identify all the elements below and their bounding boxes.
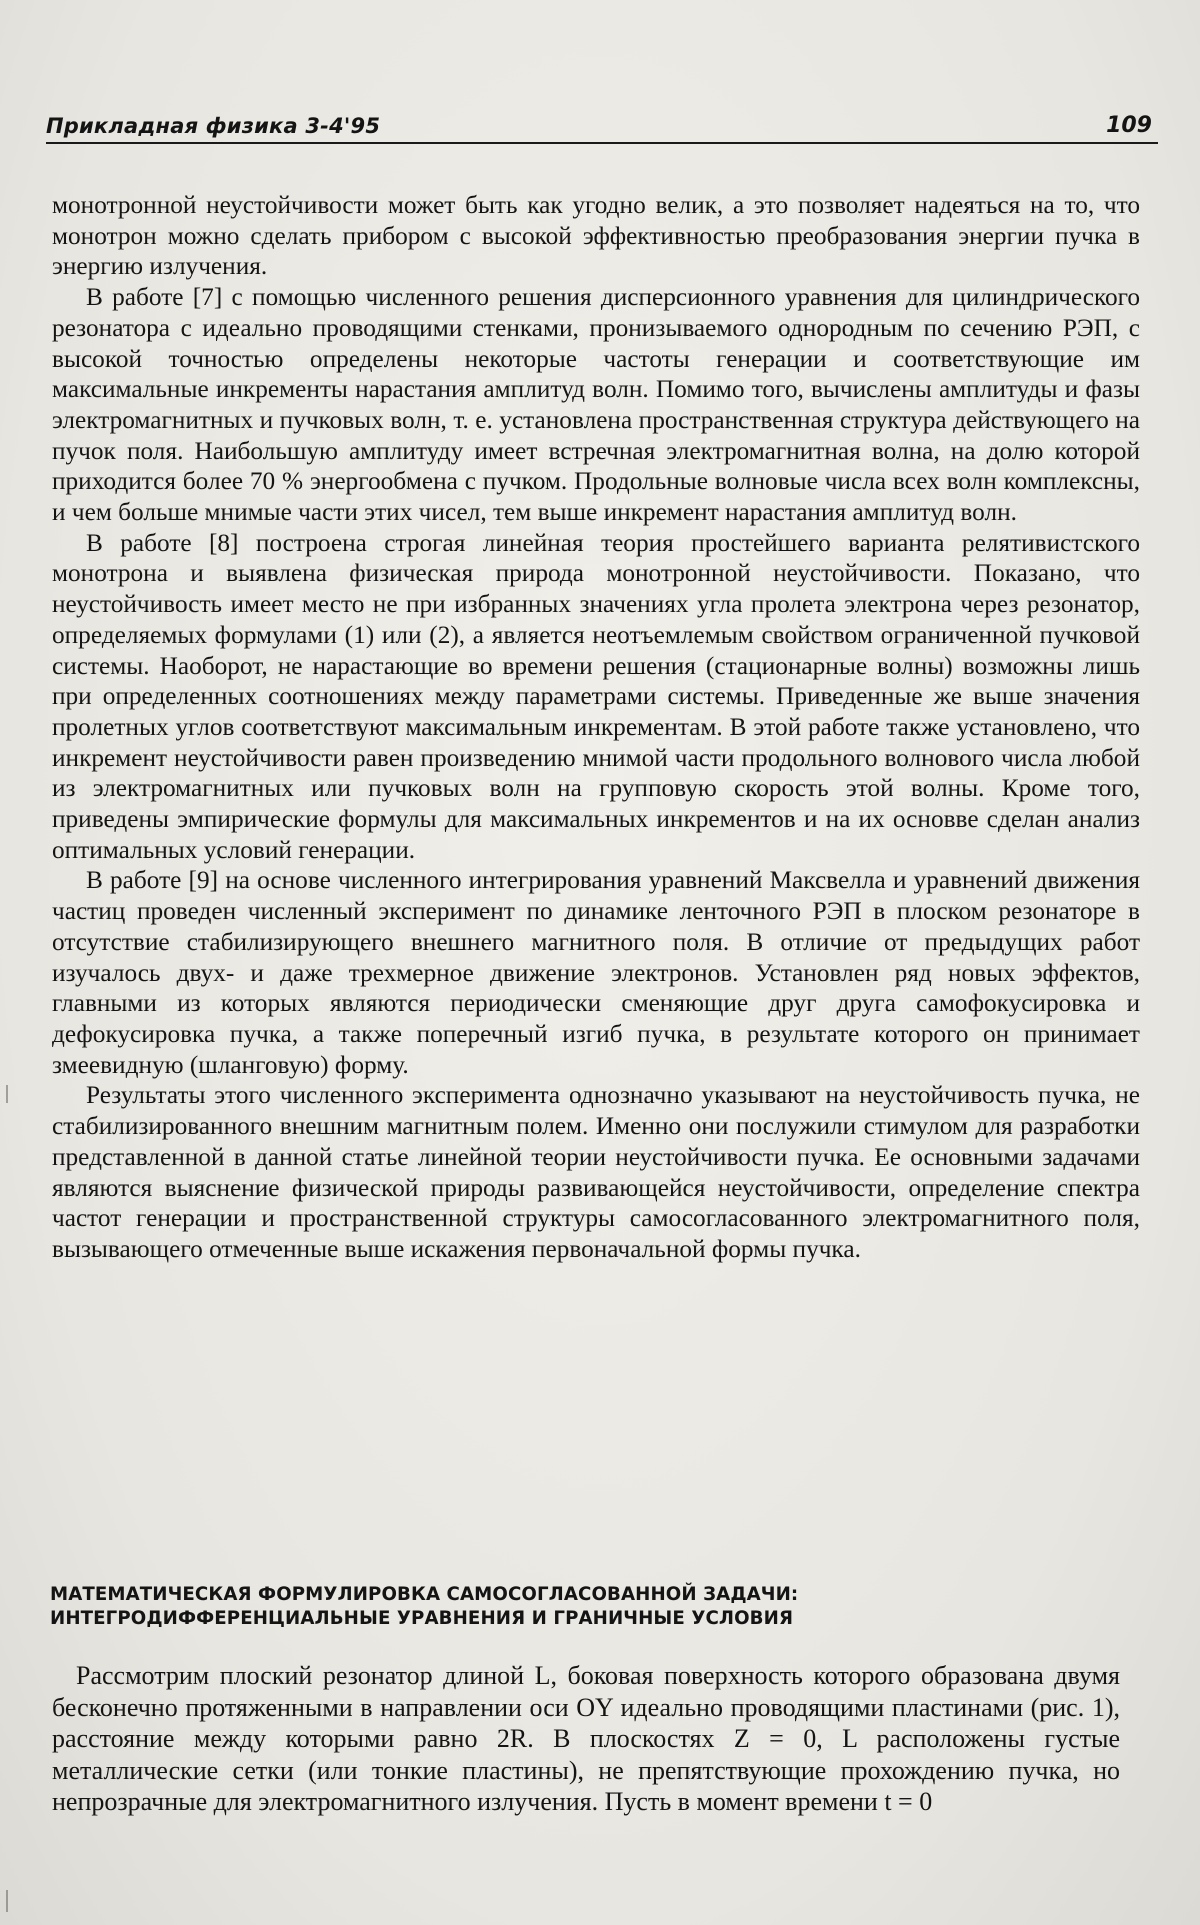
scan-edge-mark	[6, 1085, 8, 1103]
article-body	[52, 190, 1140, 1265]
paragraph-resonator: Рассмотрим плоский резонатор длиной L, боковая поверхность которого образована двумя бесконечно протяженными в направлении оси OY идеально проводящими пластинами (рис. 1), расстояние между которыми равно 2R. В плоскостях Z = 0, L расположены густые металлические сетки (или тонкие пластины), не препятствующие прохождению пучка, но непрозрачные для электромагнитного излучения. Пусть в момент времени t = 0	[52, 1661, 1120, 1816]
section-body	[52, 1660, 1120, 1818]
journal-title: Прикладная физика 3-4'95	[46, 114, 381, 138]
section-heading-line-2: ИНТЕГРОДИФФЕРЕНЦИАЛЬНЫЕ УРАВНЕНИЯ И ГРАНИЧНЫЕ УСЛОВИЯ	[50, 1608, 794, 1629]
running-header	[46, 108, 1158, 144]
paragraph-continuation: монотронной неустойчивости может быть как угодно велик, а это позволяет надеяться на то, что монотрон можно сделать прибором с высокой эффективностью преобразования энергии пучка в энергию излучения.	[52, 191, 1140, 281]
paragraph-ref-7: В работе [7] с помощью численного решения дисперсионного уравнения для цилиндрического резонатора с идеально проводящими стенками, пронизываемого однородным по сечению РЭП, с высокой точностью определены некоторые частоты генерации и соответствующие им максимальные инкременты нарастания амплитуд волн. Помимо того, вычислены амплитуды и фазы электромагнитных и пучковых волн, т. е. установлена пространственная структура действующего на пучок поля. Наибольшую амплитуду имеет встречная электромагнитная волна, на долю которой приходится более 70 % энергообмена с пучком. Продольные волновые числа всех волн комплексны, и чем больше мнимые части этих чисел, тем выше инкремент нарастания амплитуд волн.	[52, 283, 1140, 527]
paragraph-ref-8: В работе [8] построена строгая линейная теория простейшего варианта релятивистского монотрона и выявлена физическая природа монотронной неустойчивости. Показано, что неустойчивость имеет место не при избранных значениях угла пролета электрона через резонатор, определяемых формулами (1) или (2), а является неотъемлемым свойством ограниченной пучковой системы. Наоборот, не нарастающие во времени решения (стационарные волны) возможны лишь при определенных соотношениях между параметрами системы. Приведенные же выше значения пролетных углов соответствуют максимальным инкрементам. В этой работе также установлено, что инкремент неустойчивости равен произведению мнимой части продольного волнового числа любой из электромагнитных или пучковых волн на групповую скорость этой волны. Кроме того, приведены эмпирические формулы для максимальных инкрементов и на их основве сделан анализ оптимальных условий генерации.	[52, 528, 1140, 864]
scan-edge-mark	[6, 1890, 8, 1912]
page-number: 109	[1106, 113, 1152, 138]
paragraph-ref-9: В работе [9] на основе численного интегрирования уравнений Максвелла и уравнений движения частиц проведен численный эксперимент по динамике ленточного РЭП в плоском резонаторе в отсутствие стабилизирующего внешнего магнитного поля. В отличие от предыдущих работ изучалось двух- и даже трехмерное движение электронов. Установлен ряд новых эффектов, главными из которых являются периодически сменяющие друг друга самофокусировка и дефокусировка пучка, а также поперечный изгиб пучка, в результате которого он принимает змеевидную (шланговую) форму.	[52, 866, 1140, 1079]
section-heading	[50, 1583, 1150, 1631]
paragraph-results: Результаты этого численного эксперимента однозначно указывают на неустойчивость пучка, не стабилизированного внешним магнитным полем. Именно они послужили стимулом для разработки представленной в данной статье линейной теории неустойчивости пучка. Ее основными задачами являются выяснение физической природы развивающейся неустойчивости, определение спектра частот генерации и пространственной структуры самосогласованного электромагнитного поля, вызывающего отмеченные выше искажения первоначальной формы пучка.	[52, 1081, 1140, 1263]
section-heading-line-1: МАТЕМАТИЧЕСКАЯ ФОРМУЛИРОВКА САМОСОГЛАСОВАННОЙ ЗАДАЧИ:	[50, 1584, 799, 1605]
